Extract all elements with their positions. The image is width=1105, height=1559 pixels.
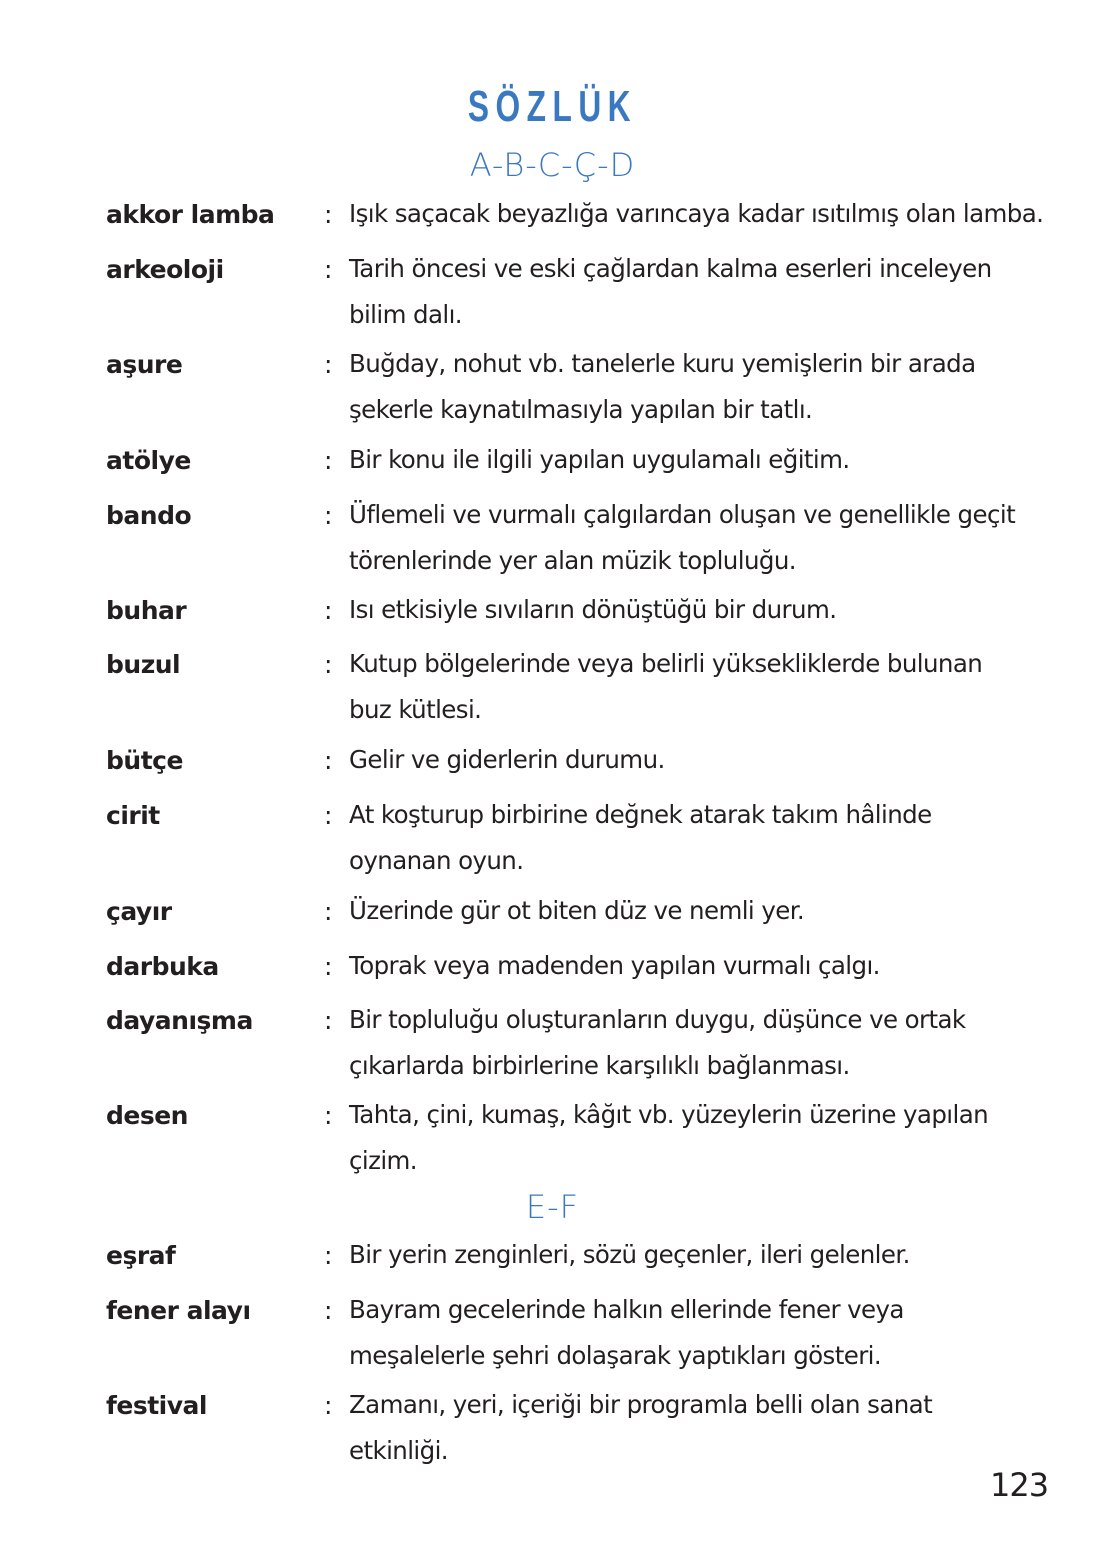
entry-definition: Kutup bölgelerinde veya belirli yüksekliklerde bulunan buz kütlesi. — [349, 649, 983, 724]
entry-term: darbuka — [106, 952, 219, 981]
entry-colon: : — [324, 596, 333, 625]
entry-colon: : — [324, 446, 333, 475]
entry-colon: : — [324, 952, 333, 981]
entry-term: dayanışma — [106, 1006, 253, 1035]
entry-term: fener alayı — [106, 1296, 251, 1325]
page-title: SÖZLÜK — [467, 82, 638, 131]
entry-colon: : — [324, 897, 333, 926]
entry-term: akkor lamba — [106, 200, 275, 229]
entry-colon: : — [324, 1241, 333, 1270]
entry-term: atölye — [106, 446, 191, 475]
entry-term: cirit — [106, 801, 160, 830]
entry-definition: Bir konu ile ilgili yapılan uygulamalı eğitim. — [349, 445, 850, 474]
entry-term: buhar — [106, 596, 187, 625]
entry-term: çayır — [106, 897, 172, 926]
entry-colon: : — [324, 255, 333, 284]
entry-colon: : — [324, 746, 333, 775]
entry-colon: : — [324, 200, 333, 229]
section-heading-e-f: E-F — [525, 1188, 580, 1226]
entry-term: bütçe — [106, 746, 183, 775]
entry-colon: : — [324, 350, 333, 379]
entry-definition: Toprak veya madenden yapılan vurmalı çalgı. — [349, 951, 880, 980]
entry-term: aşure — [106, 350, 183, 379]
entry-definition: Işık saçacak beyazlığa varıncaya kadar ısıtılmış olan lamba. — [349, 199, 1044, 228]
entry-definition: At koşturup birbirine değnek atarak takım hâlinde oynanan oyun. — [349, 800, 932, 875]
entry-definition: Üflemeli ve vurmalı çalgılardan oluşan ve genellikle geçit törenlerinde yer alan müzik topluluğu. — [349, 500, 1016, 575]
entry-definition: Buğday, nohut vb. tanelerle kuru yemişlerin bir arada şekerle kaynatılmasıyla yapılan bir tatlı. — [349, 349, 976, 424]
entry-term: arkeoloji — [106, 255, 224, 284]
entry-term: desen — [106, 1101, 188, 1130]
page-number: 123 — [990, 1466, 1049, 1504]
entry-colon: : — [324, 1006, 333, 1035]
entry-colon: : — [324, 1296, 333, 1325]
entry-definition: Tarih öncesi ve eski çağlardan kalma eserleri inceleyen bilim dalı. — [349, 254, 992, 329]
section-heading-a-d: A-B-C-Ç-D — [469, 146, 636, 184]
entry-colon: : — [324, 650, 333, 679]
entry-definition: Isı etkisiyle sıvıların dönüştüğü bir durum. — [349, 595, 837, 624]
entry-colon: : — [324, 1101, 333, 1130]
entry-colon: : — [324, 801, 333, 830]
entry-term: bando — [106, 501, 192, 530]
entry-colon: : — [324, 1391, 333, 1420]
entry-definition: Bir yerin zenginleri, sözü geçenler, ileri gelenler. — [349, 1240, 910, 1269]
entry-definition: Gelir ve giderlerin durumu. — [349, 745, 665, 774]
entry-definition: Üzerinde gür ot biten düz ve nemli yer. — [349, 896, 805, 925]
entry-definition: Bayram gecelerinde halkın ellerinde fener veya meşalelerle şehri dolaşarak yaptıkları gösteri. — [349, 1295, 904, 1370]
entry-definition: Tahta, çini, kumaş, kâğıt vb. yüzeylerin üzerine yapılan çizim. — [349, 1100, 989, 1175]
entry-colon: : — [324, 501, 333, 530]
entry-definition: Bir topluluğu oluşturanların duygu, düşünce ve ortak çıkarlarda birbirlerine karşılıklı bağlanması. — [349, 1005, 966, 1080]
entry-definition: Zamanı, yeri, içeriği bir programla belli olan sanat etkinliği. — [349, 1390, 933, 1465]
entry-term: buzul — [106, 650, 181, 679]
entry-term: eşraf — [106, 1241, 176, 1270]
entry-term: festival — [106, 1391, 207, 1420]
